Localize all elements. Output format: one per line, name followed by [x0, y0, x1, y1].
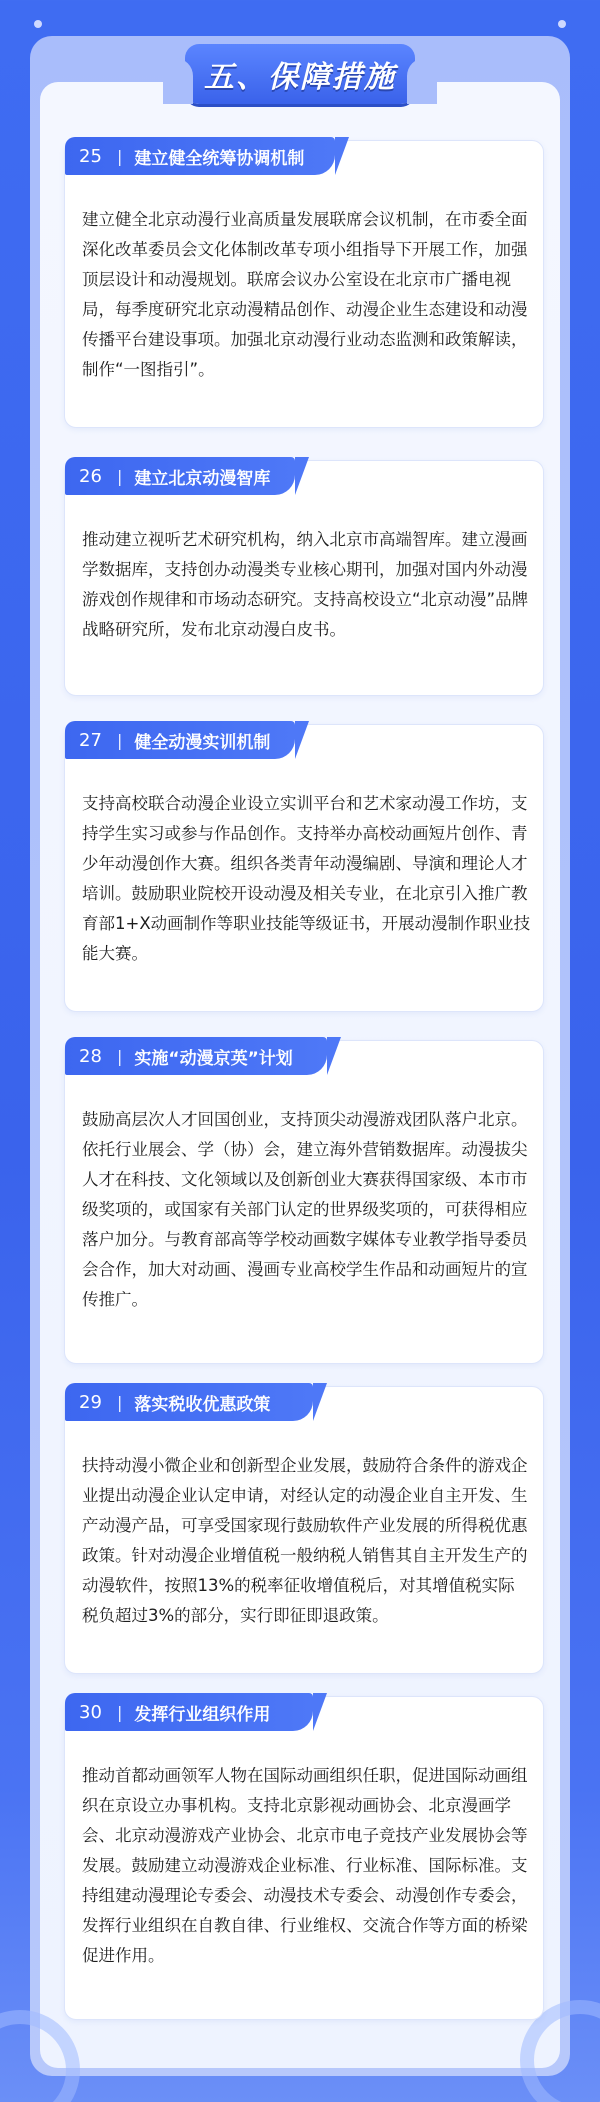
measure-card-26 [64, 460, 544, 696]
measure-card-25 [64, 140, 544, 428]
card-number: 26 [79, 465, 102, 487]
section-title-banner [185, 44, 415, 104]
card-number: 27 [79, 729, 102, 751]
card-body: 扶持动漫小微企业和创新型企业发展，鼓励符合条件的游戏企业提出动漫企业认定申请，对经认定的动漫企业自主开发、生产动漫产品，可享受国家现行鼓励软件产业发展的所得税优惠政策。针对动漫企业增值税一般纳税人销售其自主开发生产的动漫软件，按照13%的税率征收增值税后，对其增值税实际税负超过3%的部分，实行即征即退政策。 [82, 1456, 528, 1625]
card-separator: | [117, 1046, 123, 1066]
card-title: 实施“动漫京英”计划 [134, 1048, 293, 1069]
measure-card-28 [64, 1040, 544, 1364]
card-header [65, 1693, 313, 1731]
card-header [65, 1037, 327, 1075]
card-body: 建立健全北京动漫行业高质量发展联席会议机制，在市委全面深化改革委员会文化体制改革专项小组指导下开展工作，加强顶层设计和动漫规划。联席会议办公室设在北京市广播电视局，每季度研究北京动漫精品创作、动漫企业生态建设和动漫传播平台建设事项。加强北京动漫行业动态监测和政策解读，制作“一图指引”。 [82, 210, 528, 379]
card-title: 建立北京动漫智库 [134, 468, 271, 489]
card-body: 推动建立视听艺术研究机构，纳入北京市高端智库。建立漫画学数据库，支持创办动漫类专业核心期刊，加强对国内外动漫游戏创作规律和市场动态研究。支持高校设立“北京动漫”品牌战略研究所，发布北京动漫白皮书。 [82, 530, 529, 639]
card-title: 落实税收优惠政策 [134, 1394, 271, 1415]
card-separator: | [117, 1392, 123, 1412]
card-title: 建立健全统筹协调机制 [134, 148, 305, 169]
card-body: 推动首都动画领军人物在国际动画组织任职，促进国际动画组织在京设立办事机构。支持北京影视动画协会、北京漫画学会、北京动漫游戏产业协会、北京市电子竞技产业发展协会等发展。鼓励建立动漫游戏企业标准、行业标准、国际标准。支持组建动漫理论专委会、动漫技术专委会、动漫创作专委会，发挥行业组织在自教自律、行业维权、交流合作等方面的桥梁促进作用。 [82, 1766, 528, 1965]
card-separator: | [117, 730, 123, 750]
card-header [65, 1383, 313, 1421]
measure-card-29 [64, 1386, 544, 1674]
card-header [65, 457, 295, 495]
card-separator: | [117, 1702, 123, 1722]
card-title: 发挥行业组织作用 [134, 1704, 271, 1725]
card-title: 健全动漫实训机制 [134, 732, 271, 753]
card-body: 支持高校联合动漫企业设立实训平台和艺术家动漫工作坊，支持学生实习或参与作品创作。支持举办高校动画短片创作、青少年动漫创作大赛。组织各类青年动漫编剧、导演和理论人才培训。鼓励职业院校开设动漫及相关专业，在北京引入推广教育部1+X动画制作等职业技能等级证书，开展动漫制作职业技能大赛。 [82, 794, 531, 963]
decorative-dot [34, 20, 42, 28]
card-body: 鼓励高层次人才回国创业，支持顶尖动漫游戏团队落户北京。依托行业展会、学（协）会，建立海外营销数据库。动漫拔尖人才在科技、文化领域以及创新创业大赛获得国家级、本市市级奖项的，或国家有关部门认定的世界级奖项的，可获得相应落户加分。与教育部高等学校动画数字媒体专业教学指导委员会合作，加大对动画、漫画专业高校学生作品和动画短片的宣传推广。 [82, 1110, 528, 1309]
page-title: 五、保障措施 [204, 60, 396, 95]
decorative-dot [558, 20, 566, 28]
card-separator: | [117, 466, 123, 486]
measure-card-27 [64, 724, 544, 1012]
card-separator: | [117, 146, 123, 166]
card-header [65, 137, 335, 175]
card-header [65, 721, 295, 759]
card-number: 30 [79, 1701, 102, 1723]
card-number: 25 [79, 145, 102, 167]
measure-card-30 [64, 1696, 544, 2020]
card-number: 28 [79, 1045, 102, 1067]
card-number: 29 [79, 1391, 102, 1413]
